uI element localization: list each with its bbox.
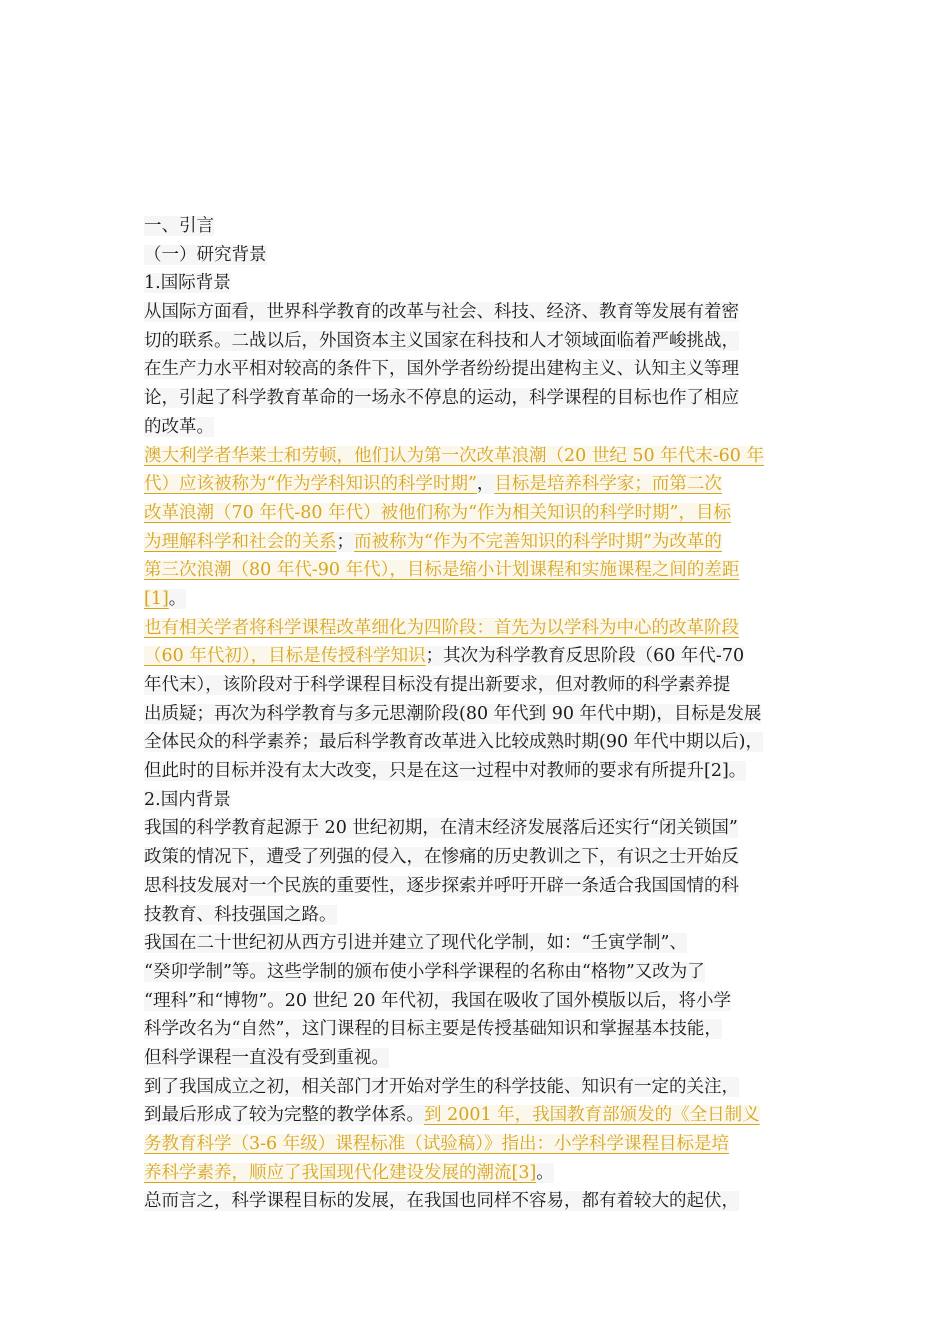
text-segment: （一）研究背景 <box>144 244 267 265</box>
text-segment: 论，引起了科学教育革命的一场永不停息的运动，科学课程的目标也作了相应 <box>144 388 739 409</box>
text-segment: 总而言之，科学课程目标的发展，在我国也同样不容易，都有着较大的起伏， <box>144 1191 739 1212</box>
text-line <box>144 843 814 872</box>
text-line <box>144 442 814 471</box>
citation-link[interactable]: 改革浪潮（70 年代-80 年代）被他们称为“作为相关知识的科学时期”，目标 <box>144 502 731 523</box>
document-body <box>144 212 814 1216</box>
text-line <box>144 671 814 700</box>
text-segment: 一、引言 <box>144 216 214 236</box>
citation-link[interactable]: 为理解科学和社会的关系 <box>144 531 337 552</box>
text-line <box>144 1101 814 1130</box>
text-line <box>144 642 814 671</box>
text-line <box>144 413 814 442</box>
text-line <box>144 614 814 643</box>
text-line <box>144 987 814 1016</box>
text-segment: ；其次为科学教育反思阶段（60 年代-70 <box>425 646 745 667</box>
text-segment: 我国的科学教育起源于 20 世纪初期，在清末经济发展落后还实行“闭关锁国” <box>144 818 738 839</box>
text-line <box>144 585 814 614</box>
text-segment: 从国际方面看，世界科学教育的改革与社会、科技、经济、教育等发展有着密 <box>144 302 739 323</box>
citation-link[interactable]: 目标是培养科学家；而第二次 <box>494 474 722 495</box>
citation-link[interactable]: 而被称为“作为不完善知识的科学时期”为改革的 <box>354 531 722 552</box>
text-line <box>144 269 814 298</box>
citation-link[interactable]: 第三次浪潮（80 年代-90 年代），目标是缩小计划课程和实施课程之间的差距 <box>144 560 740 581</box>
text-segment: 1.国际背景 <box>144 273 231 294</box>
text-line <box>144 1159 814 1188</box>
text-segment: 年代末），该阶段对于科学课程目标没有提出新要求，但对教师的科学素养提 <box>144 675 731 695</box>
citation-link[interactable]: 也有相关学者将科学课程改革细化为四阶段：首先为以学科为中心的改革阶段 <box>144 617 739 638</box>
text-line <box>144 1130 814 1159</box>
text-segment: 科学改名为“自然”，这门课程的目标主要是传授基础知识和掌握基本技能， <box>144 1019 722 1040</box>
citation-link[interactable]: （60 年代初），目标是传授科学知识 <box>144 646 426 667</box>
citation-link[interactable]: 澳大利学者华莱士和劳顿，他们认为第一次改革浪潮（20 世纪 50 年代末-60 年 <box>144 445 764 466</box>
citation-link[interactable]: 务教育科学（3-6 年级）课程标准（试验稿）》指出：小学科学课程目标是培 <box>144 1134 729 1154</box>
text-line <box>144 1015 814 1044</box>
text-line <box>144 958 814 987</box>
text-segment: “理科”和“博物”。20 世纪 20 年代初，我国在吸收了国外模版以后，将小学 <box>144 990 732 1011</box>
text-segment: 出质疑；再次为科学教育与多元思潮阶段(80 年代到 90 年代中期)，目标是发展 <box>144 703 762 724</box>
text-line <box>144 384 814 413</box>
text-segment: 我国在二十世纪初从西方引进并建立了现代化学制，如：“壬寅学制”、 <box>144 933 687 954</box>
text-segment: “癸卯学制”等。这些学制的颁布使小学科学课程的名称由“格物”又改为了 <box>144 961 705 982</box>
text-segment: 技教育、科技强国之路。 <box>144 904 337 925</box>
text-line <box>144 929 814 958</box>
text-line <box>144 872 814 901</box>
text-line <box>144 814 814 843</box>
text-segment: 但科学课程一直没有受到重视。 <box>144 1047 389 1068</box>
text-segment: ， <box>476 474 495 495</box>
citation-link[interactable]: 代）应该被称为“作为学科知识的科学时期” <box>144 474 477 495</box>
text-line <box>144 355 814 384</box>
citation-link[interactable]: 到 2001 年，我国教育部颁发的《全日制义 <box>424 1105 760 1126</box>
text-line <box>144 556 814 585</box>
text-line <box>144 212 814 241</box>
text-line <box>144 1073 814 1102</box>
text-line <box>144 728 814 757</box>
text-line <box>144 757 814 786</box>
text-line <box>144 700 814 729</box>
text-segment: 在生产力水平相对较高的条件下，国外学者纷纷提出建构主义、认知主义等理 <box>144 359 739 380</box>
text-line <box>144 241 814 270</box>
text-segment: 。 <box>536 1162 554 1183</box>
text-line <box>144 1044 814 1073</box>
text-segment: 思科技发展对一个民族的重要性，逐步探索并呼吁开辟一条适合我国国情的科 <box>144 875 739 896</box>
text-line <box>144 499 814 528</box>
text-segment: 全体民众的科学素养；最后科学教育改革进入比较成熟时期(90 年代中期以后)， <box>144 732 763 753</box>
citation-link[interactable]: 养科学素养，顺应了我国现代化建设发展的潮流[3] <box>144 1162 537 1183</box>
text-segment: ； <box>336 531 354 552</box>
text-line <box>144 528 814 557</box>
text-line <box>144 298 814 327</box>
text-line <box>144 1187 814 1216</box>
text-segment: 切的联系。二战以后，外国资本主义国家在科技和人才领域面临着严峻挑战， <box>144 330 739 351</box>
text-segment: 政策的情况下，遭受了列强的侵入，在惨痛的历史教训之下，有识之士开始反 <box>144 847 739 868</box>
text-segment: 。 <box>168 588 187 609</box>
text-line <box>144 327 814 356</box>
text-segment: 但此时的目标并没有太大改变，只是在这一过程中对教师的要求有所提升[2]。 <box>144 761 747 782</box>
text-line <box>144 470 814 499</box>
text-line <box>144 901 814 930</box>
text-segment: 到了我国成立之初，相关部门才开始对学生的科学技能、知识有一定的关注， <box>144 1076 739 1097</box>
text-segment: 2.国内背景 <box>144 789 231 810</box>
text-segment: 的改革。 <box>144 416 214 437</box>
citation-link[interactable]: [1] <box>144 588 169 609</box>
text-segment: 到最后形成了较为完整的教学体系。 <box>144 1105 424 1126</box>
text-line <box>144 786 814 815</box>
